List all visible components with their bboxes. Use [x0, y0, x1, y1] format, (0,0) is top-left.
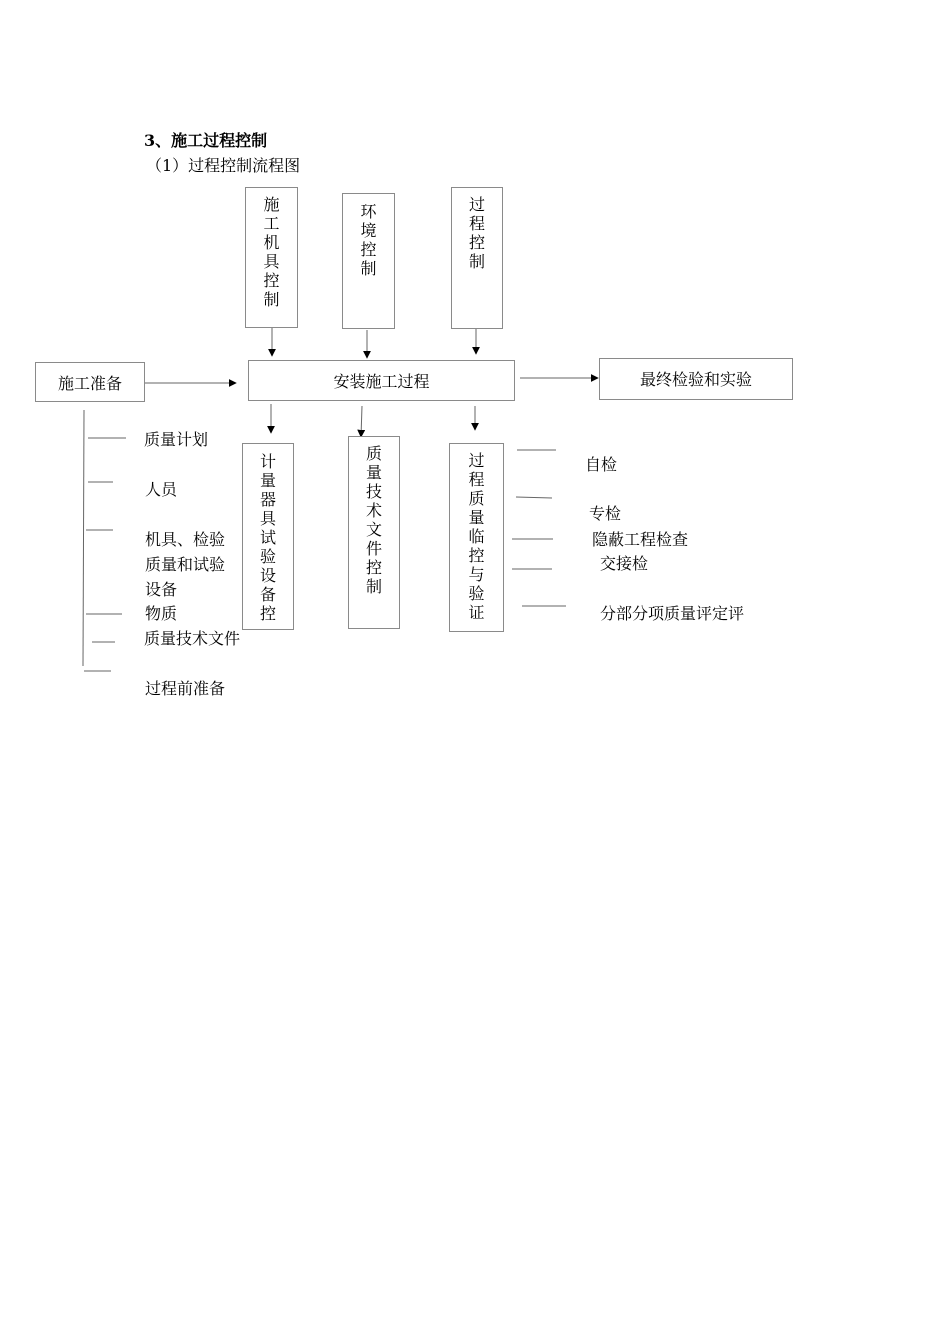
quality-verify-label: 过程质量临控与验证 [468, 451, 485, 622]
quality-verify-box [449, 443, 504, 632]
prep-item: 设备 [145, 580, 178, 599]
construction-prep-label: 施工准备 [57, 373, 122, 393]
quality-docs-box [348, 436, 400, 629]
prep-item: 人员 [145, 480, 178, 499]
verify-item: 交接检 [600, 554, 649, 573]
verify-item: 自检 [585, 455, 618, 474]
verify-item: 分部分项质量评定评 [600, 604, 745, 623]
process-control-box [451, 187, 503, 329]
tools-control-label: 施工机具控制 [263, 195, 280, 309]
tools-control-box [245, 187, 298, 328]
install-process-label: 安装施工过程 [333, 372, 430, 391]
prep-item: 质量和试验 [145, 555, 226, 574]
diagram-subtitle: （1）过程控制流程图 [146, 156, 301, 175]
install-process-box [248, 360, 515, 401]
prep-branch-trunk [83, 410, 84, 666]
prep-item: 机具、检验 [145, 530, 226, 549]
section-title: 3、施工过程控制 [144, 131, 268, 150]
prep-item: 过程前准备 [145, 679, 226, 698]
verify-item: 专检 [589, 504, 622, 523]
environment-control-label: 环境控制 [360, 202, 377, 278]
final-inspection-label: 最终检验和实验 [639, 370, 752, 389]
prep-item: 质量技术文件 [144, 629, 241, 648]
process-control-label: 过程控制 [468, 195, 485, 271]
measuring-equipment-box [242, 443, 294, 630]
arrow-install-to-docs [361, 406, 362, 437]
measuring-equipment-label: 计量器具试验设备控 [259, 452, 276, 623]
quality-docs-label: 质量技术文件控制 [365, 444, 382, 596]
construction-prep-box [35, 362, 145, 402]
prep-item: 质量计划 [144, 430, 209, 449]
verify-item: 隐蔽工程检查 [592, 530, 689, 549]
final-inspection-box [599, 358, 793, 400]
prep-item: 物质 [145, 604, 178, 623]
environment-control-box [342, 193, 395, 329]
